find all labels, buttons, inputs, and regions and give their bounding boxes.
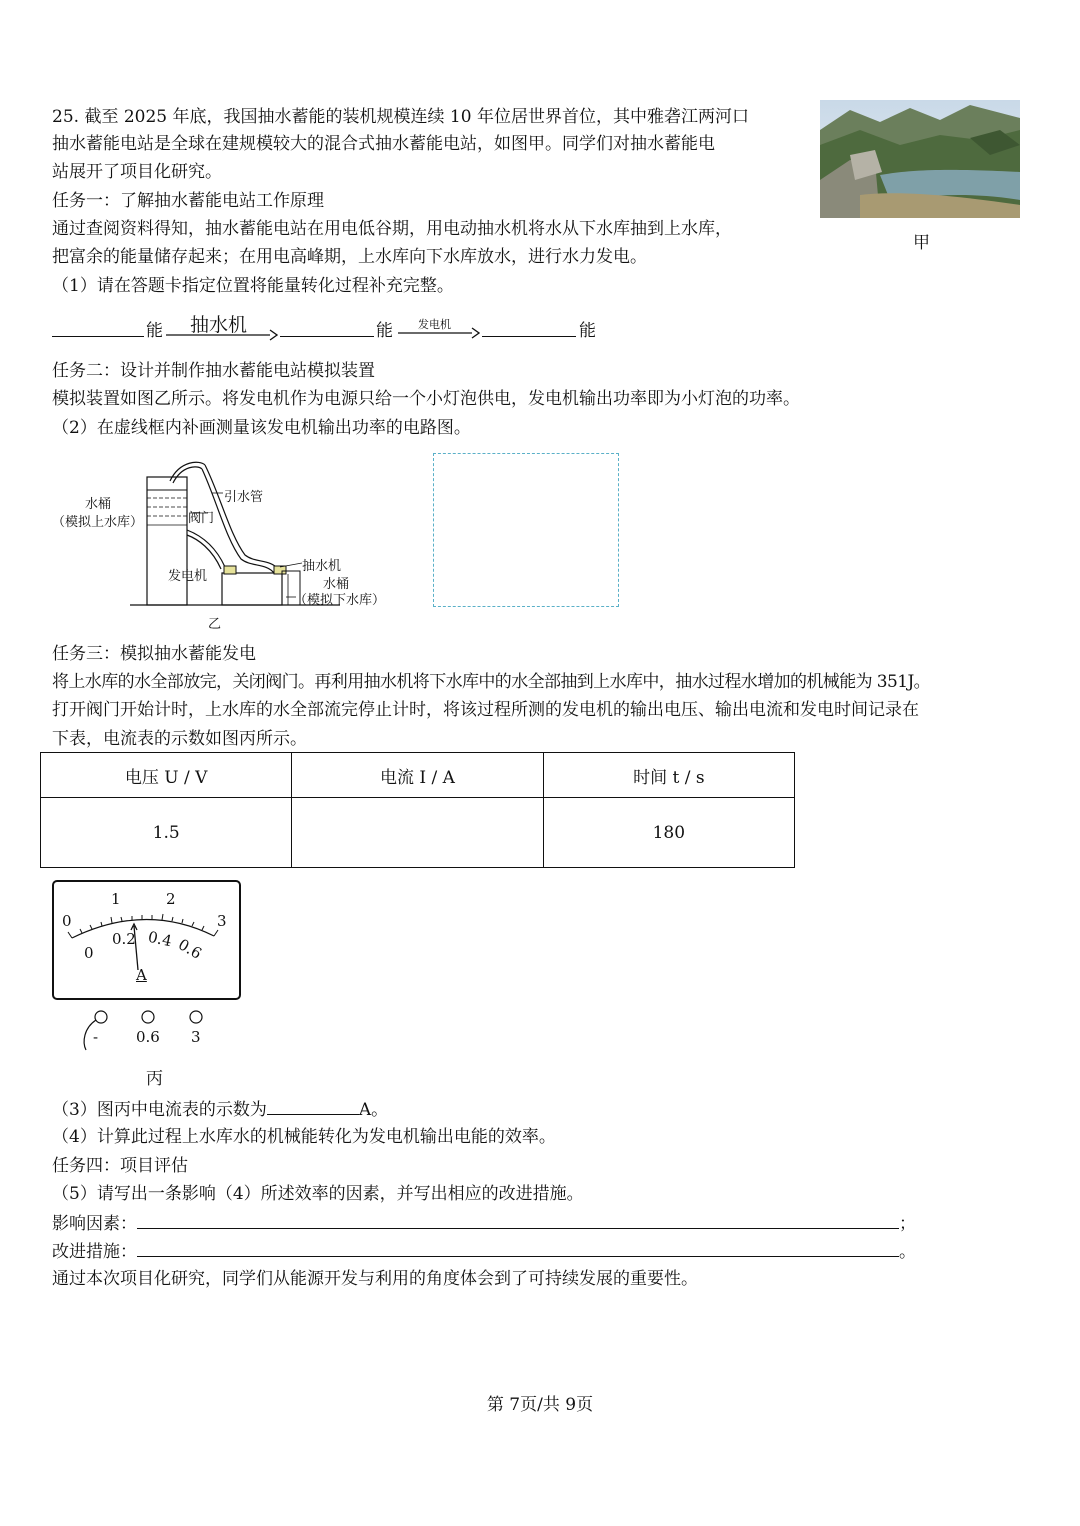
photo-caption: 甲 — [913, 233, 930, 253]
terminal-0-6[interactable]: 0.6 — [136, 1028, 160, 1046]
task4-title: 任务四：项目评估 — [52, 1156, 188, 1176]
intro-line-1: 25. 截至 2025 年底，我国抽水蓄能的装机规模连续 10 年位居世界首位，其中雅砻江两河口 — [52, 107, 749, 127]
question-2: （2）在虚线框内补画测量该发电机输出功率的电路图。 — [52, 418, 471, 438]
lower-bucket-label: 水桶 — [323, 577, 350, 592]
q3-answer-blank[interactable] — [267, 1096, 359, 1115]
top-scale-3: 3 — [217, 912, 227, 930]
energy-label-3: 能 — [579, 321, 596, 341]
blank-energy-2[interactable] — [280, 336, 374, 337]
pump-label: 抽水机 — [302, 559, 342, 574]
question-4: （4）计算此过程上水库水的机械能转化为发电机输出电能的效率。 — [52, 1127, 556, 1147]
task1-text-2: 把富余的能量储存起来；在用电高峰期，上水库向下水库放水，进行水力发电。 — [52, 247, 647, 267]
top-scale-2: 2 — [166, 890, 176, 908]
cell-voltage: 1.5 — [41, 798, 292, 868]
meter-caption: 丙 — [146, 1069, 163, 1089]
bottom-scale-3: 0.6 — [175, 935, 205, 963]
upper-bucket-sublabel: （模拟上水库） — [52, 515, 144, 530]
circuit-answer-box[interactable] — [433, 453, 619, 607]
cell-current[interactable] — [292, 798, 543, 868]
ammeter-unit: A — [136, 966, 147, 984]
task2-text-1: 模拟装置如图乙所示。将发电机作为电源只给一个小灯泡供电，发电机输出功率即为小灯泡的功率。 — [52, 389, 800, 409]
data-table — [40, 752, 795, 868]
task3-text-3: 下表，电流表的示数如图丙所示。 — [52, 729, 307, 749]
task3-text-1: 将上水库的水全部放完，关闭阀门。再利用抽水机将下水库中的水全部抽到上水库中，抽水过程水增加的机械能为 351J。 — [52, 672, 931, 692]
terminal-3[interactable]: 3 — [191, 1028, 201, 1046]
blank-energy-1[interactable] — [52, 336, 144, 337]
lower-bucket-sublabel: （模拟下水库） — [294, 593, 386, 608]
blank-energy-3[interactable] — [482, 336, 576, 337]
question-1: （1）请在答题卡指定位置将能量转化过程补充完整。 — [52, 276, 454, 296]
generator-label: 发电机 — [168, 569, 208, 584]
arrow-right-icon — [398, 326, 480, 340]
top-scale-1: 1 — [111, 890, 121, 908]
header-current: 电流 I / A — [292, 753, 543, 798]
header-voltage: 电压 U / V — [41, 753, 292, 798]
bottom-scale-2: 0.4 — [146, 927, 174, 951]
task1-title: 任务一：了解抽水蓄能电站工作原理 — [52, 191, 324, 211]
arrow-label-generator: 发电机 — [418, 318, 451, 331]
pipe-label: 引水管 — [224, 490, 264, 505]
measure-answer-blank[interactable] — [137, 1238, 899, 1257]
page-footer: 第 7页/共 9页 — [486, 1395, 594, 1415]
cell-time: 180 — [543, 798, 794, 868]
factor-line: 影响因素： ； — [52, 1210, 916, 1236]
terminal-negative[interactable]: - — [93, 1028, 99, 1046]
arrow-label-pump: 抽水机 — [190, 314, 248, 336]
question-3: （3）图丙中电流表的示数为 A。 — [52, 1096, 388, 1122]
task3-title: 任务三：模拟抽水蓄能发电 — [52, 644, 256, 664]
closing-text: 通过本次项目化研究，同学们从能源开发与利用的角度体会到了可持续发展的重要性。 — [52, 1269, 698, 1289]
valve-label: 阀门 — [188, 511, 215, 526]
dam-photo — [820, 100, 1020, 218]
task1-text-1: 通过查阅资料得知，抽水蓄能电站在用电低谷期，用电动抽水机将水从下水库抽到上水库， — [52, 219, 732, 239]
simulation-diagram — [40, 455, 400, 635]
arrow-right-icon — [166, 328, 278, 342]
top-scale-0: 0 — [62, 912, 72, 930]
upper-bucket-label: 水桶 — [85, 497, 112, 512]
intro-line-3: 站展开了项目化研究。 — [52, 162, 222, 182]
intro-line-2: 抽水蓄能电站是全球在建规模较大的混合式抽水蓄能电站，如图甲。同学们对抽水蓄能电 — [52, 134, 715, 154]
header-time: 时间 t / s — [543, 753, 794, 798]
bottom-scale-1: 0.2 — [112, 930, 136, 948]
energy-label-2: 能 — [376, 321, 393, 341]
diagram-caption: 乙 — [208, 617, 222, 632]
task3-text-2: 打开阀门开始计时，上水库的水全部流完停止计时，将该过程所测的发电机的输出电压、输出电流和发电时间记录在 — [52, 700, 919, 720]
measure-line: 改进措施： 。 — [52, 1238, 916, 1264]
energy-label-1: 能 — [146, 321, 163, 341]
bottom-scale-0: 0 — [84, 944, 94, 962]
task2-title: 任务二：设计并制作抽水蓄能电站模拟装置 — [52, 361, 375, 381]
factor-answer-blank[interactable] — [137, 1210, 899, 1229]
ammeter — [52, 880, 241, 1000]
question-5: （5）请写出一条影响（4）所述效率的因素，并写出相应的改进措施。 — [52, 1184, 584, 1204]
